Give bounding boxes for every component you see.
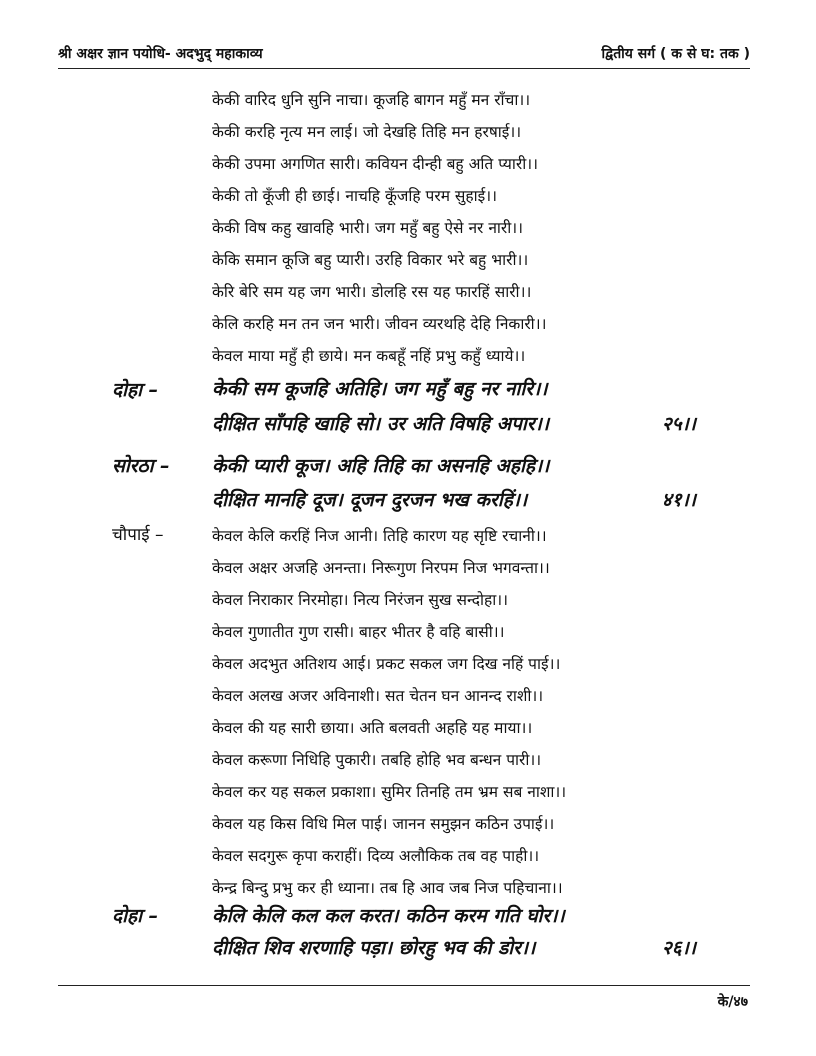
chaupai-line: केवल गुणातीत गुण रासी। बाहर भीतर है वहि बासी।। [212, 623, 505, 641]
chaupai-label: चौपाई – [112, 525, 164, 545]
footer-divider [58, 985, 750, 986]
verse-line: केरि बेरि सम यह जग भारी। डोलहि रस यह फारहिं सारी।। [212, 283, 532, 301]
doha-line: दीक्षित शिव शरणाहि पड़ा। छोरहु भव की डोर।। [212, 937, 536, 959]
doha-label: दोहा – [112, 379, 159, 401]
doha-line: केलि केलि कल कल करत। कठिन करम गति घोर।। [212, 905, 565, 927]
verse-line: केवल माया महुँ ही छाये। मन कबहूँ नहिं प्रभु कहुँ ध्याये।। [212, 347, 526, 365]
verse-line: केकी उपमा अगणित सारी। कवियन दीन्ही बहु अति प्यारी।। [212, 155, 538, 173]
verse-number: ४१।। [661, 489, 696, 511]
chaupai-line: केवल करूणा निधिहि पुकारी। तबहि होहि भव बन्धन पारी।। [212, 751, 542, 769]
sortha-label: सोरठा – [112, 455, 170, 477]
sortha-line: दीक्षित मानहि दूज। दूजन दुरजन भख करहिं।। [212, 489, 528, 511]
header-chapter-title: द्वितीय सर्ग ( क से घ: तक ) [601, 45, 750, 62]
sortha-line: केकी प्यारी कूज। अहि तिहि का असनहि अहहि।। [212, 455, 550, 477]
verse-line: केकी तो कूँजी ही छाई। नाचहि कूँजहि परम सुहाई।। [212, 187, 497, 205]
chaupai-line: केवल की यह सारी छाया। अति बलवती अहहि यह माया।। [212, 719, 533, 737]
doha-line: दीक्षित साँपहि खाहि सो। उर अति विषहि अपार।। [212, 413, 550, 435]
chaupai-line: केवल निराकार निरमोहा। नित्य निरंजन सुख सन्दोहा।। [212, 591, 509, 609]
chaupai-line: केवल कर यह सकल प्रकाशा। सुमिर तिनहि तम भ्रम सब नाशा।। [212, 783, 567, 801]
chaupai-line: केन्द्र बिन्दु प्रभु कर ही ध्याना। तब हि आव जब निज पहिचाना।। [212, 879, 563, 897]
chaupai-line: केवल सदगुरू कृपा कराहीं। दिव्य अलौकिक तब वह पाही।। [212, 847, 540, 865]
doha-label: दोहा – [112, 905, 159, 927]
verse-line: केलि करहि मन तन जन भारी। जीवन व्यरथहि देहि निकारी।। [212, 315, 547, 333]
chaupai-line: केवल अक्षर अजहि अनन्ता। निरूगुण निरपम निज भगवन्ता।। [212, 559, 550, 577]
verse-number: २५।। [661, 413, 696, 435]
doha-line: केकी सम कूजहि अतिहि। जग महुँ बहु नर नारि।। [212, 378, 548, 400]
page-number: के/४७ [717, 994, 748, 1010]
chaupai-line: केवल केलि करहिं निज आनी। तिहि कारण यह सृष्टि रचानी।। [212, 527, 547, 545]
header-divider [58, 68, 750, 69]
verse-line: केकी वारिद धुनि सुनि नाचा। कूजहि बागन महुँ मन राँचा।। [212, 91, 531, 109]
chaupai-line: केवल अलख अजर अविनाशी। सत चेतन घन आनन्द राशी।। [212, 687, 544, 705]
verse-line: केकि समान कूजि बहु प्यारी। उरहि विकार भरे बहु भारी।। [212, 251, 529, 269]
verse-line: केकी करहि नृत्य मन लाई। जो देखहि तिहि मन हरषाई।। [212, 123, 522, 141]
page-header [58, 40, 750, 66]
chaupai-line: केवल यह किस विधि मिल पाई। जानन समुझन कठिन उपाई।। [212, 815, 555, 833]
verse-line: केकी विष कहु खावहि भारी। जग महुँ बहु ऐसे नर नारी।। [212, 219, 524, 237]
header-book-title: श्री अक्षर ज्ञान पयोधि- अदभुद् महाकाव्य [58, 45, 263, 62]
verse-number: २६।। [661, 937, 696, 959]
chaupai-line: केवल अदभुत अतिशय आई। प्रकट सकल जग दिख नहिं पाई।। [212, 655, 561, 673]
